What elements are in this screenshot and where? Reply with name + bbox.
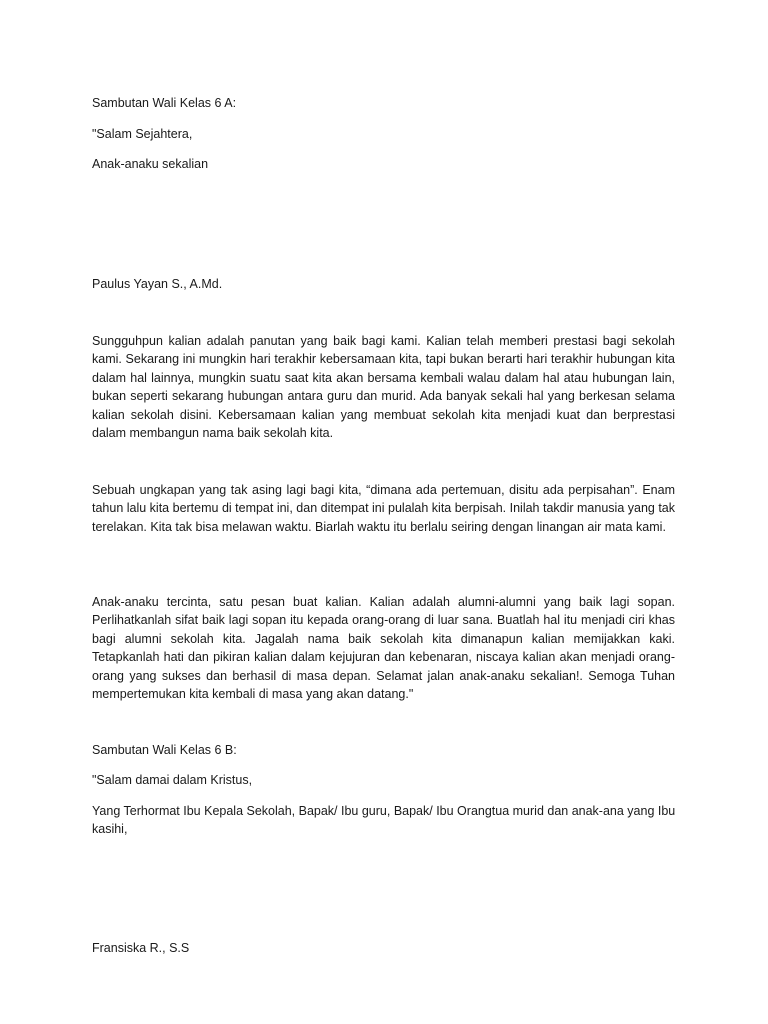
section-a-salutation: Anak-anaku sekalian [92,157,209,171]
section-a-paragraph-3: Anak-anaku tercinta, satu pesan buat kalian. Kalian adalah alumni-alumni yang baik lagi sopan. Perlihatkanlah sifat baik lagi sopan itu kepada orang-orang di luar sana. Buatlah hal itu menjadi ciri khas bagi alumni sekolah kita. Jagalah nama baik sekolah kita dimanapun kalian memijakkan kaki. Tetapkanlah hati dan pikiran kalian dalam kejujuran dan kebenaran, niscaya kalian akan menjadi orang-orang yang sukses dan berhasil di masa depan. Selamat jalan anak-anaku sekalian!. Semoga Tuhan mempertemukan kita kembali di masa yang akan datang." [92,595,675,702]
section-a-signature: Paulus Yayan S., A.Md. [92,277,223,291]
section-a-paragraph-1: Sungguhpun kalian adalah panutan yang baik bagi kami. Kalian telah memberi prestasi bagi sekolah kami. Sekarang ini mungkin hari terakhir kebersamaan kita, tapi bukan berarti hari terakhir hubungan kita dalam hal lainnya, mungkin suatu saat kita akan bersama kembali walau dalam hal atau hubungan lain, bukan seperti sekarang hubungan antara guru dan murid. Ada banyak sekali hal yang berkesan selama kalian sekolah disini. Kebersamaan kalian yang membuat sekolah kita menjadi kuat dan berprestasi dalam membangun nama baik sekolah kita. [92,334,675,441]
section-b-signature: Fransiska R., S.S [92,941,190,955]
section-a-greeting: "Salam Sejahtera, [92,127,193,141]
section-a-paragraph-2: Sebuah ungkapan yang tak asing lagi bagi kita, “dimana ada pertemuan, disitu ada perpisahan”. Enam tahun lalu kita bertemu di tempat ini, dan ditempat ini pulalah kita berpisah. Inilah takdir manusia yang tak terelakan. Kita tak bisa melawan waktu. Biarlah waktu itu berlalu seiring dengan linangan air mata kami. [92,483,675,534]
section-b-heading: Sambutan Wali Kelas 6 B: [92,743,237,757]
section-b-greeting: "Salam damai dalam Kristus, [92,773,253,787]
section-a-heading: Sambutan Wali Kelas 6 A: [92,96,237,110]
section-b-salutation: Yang Terhormat Ibu Kepala Sekolah, Bapak/ Ibu guru, Bapak/ Ibu Orangtua murid dan anak-ana yang Ibu kasihi, [92,804,676,837]
